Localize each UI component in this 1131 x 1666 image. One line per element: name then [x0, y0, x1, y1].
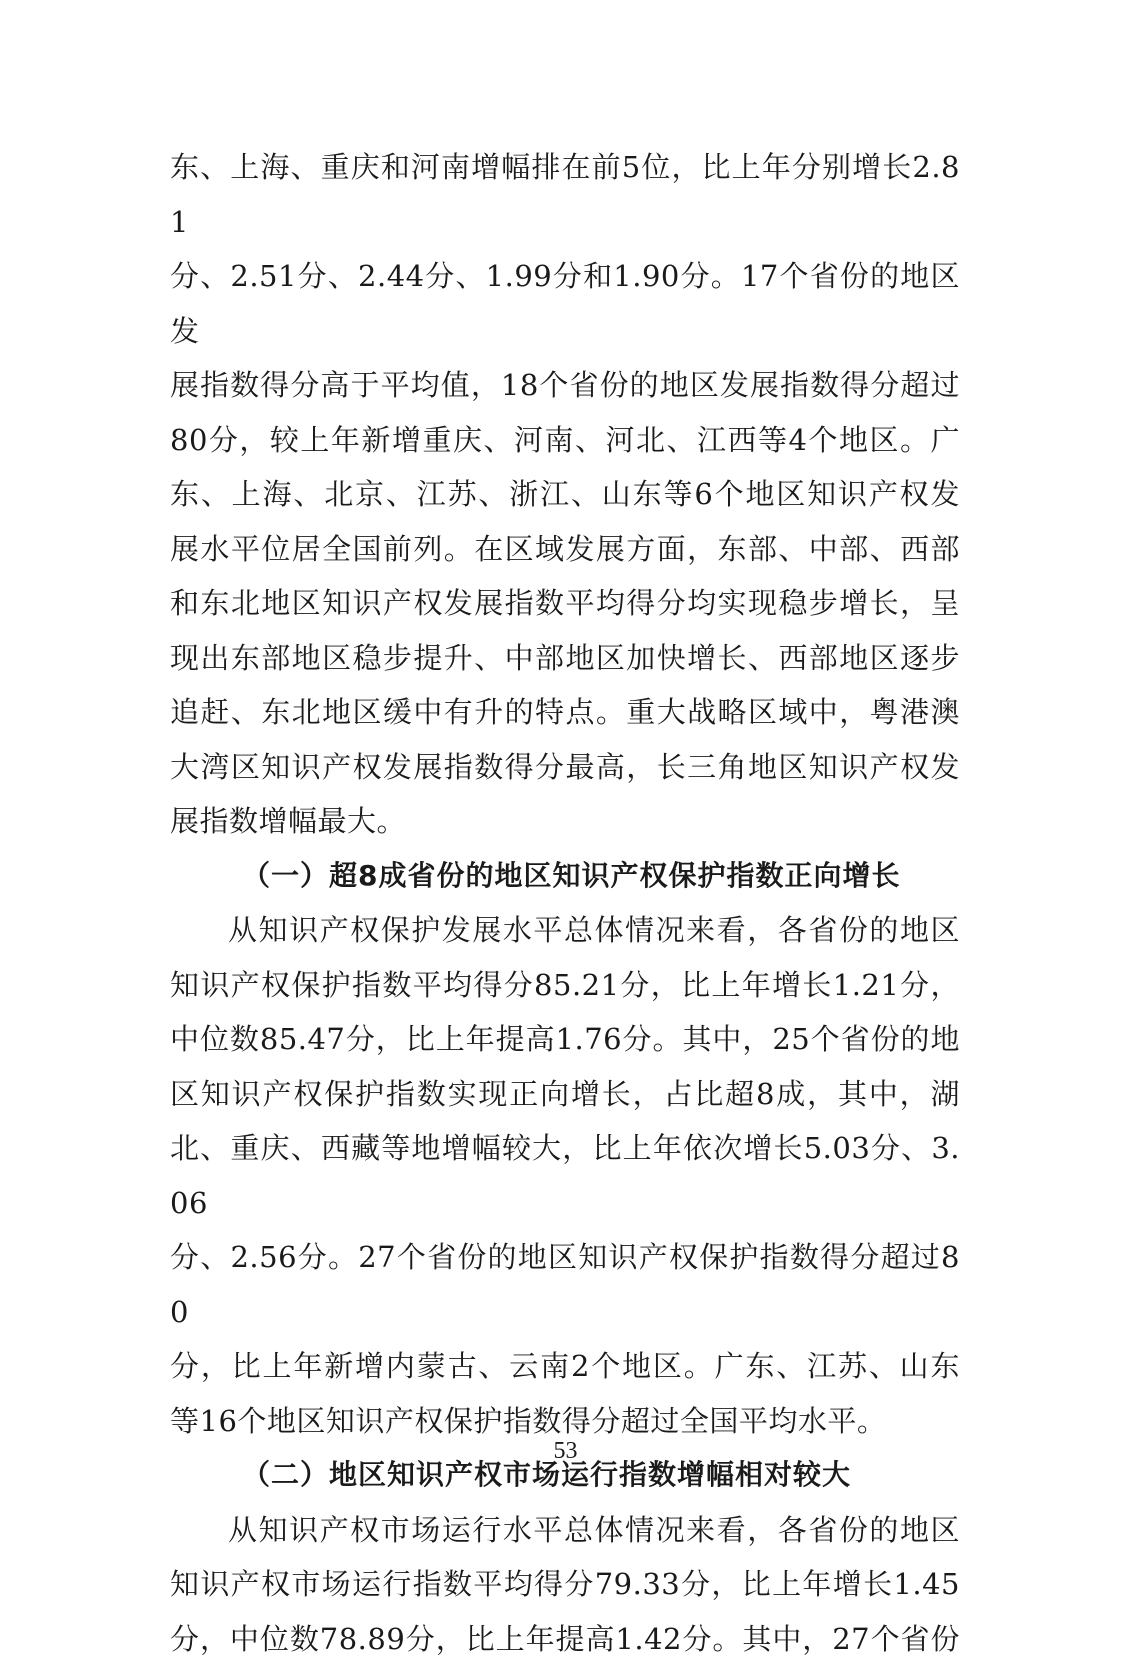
body-line: 等16个地区知识产权保护指数得分超过全国平均水平。 [170, 1394, 960, 1449]
body-line: 现出东部地区稳步提升、中部地区加快增长、西部地区逐步 [170, 631, 960, 686]
body-line: 大湾区知识产权发展指数得分最高，长三角地区知识产权发 [170, 740, 960, 795]
body-line: 分，比上年新增内蒙古、云南2个地区。广东、江苏、山东 [170, 1339, 960, 1394]
body-line: 东、上海、重庆和河南增幅排在前5位，比上年分别增长2.81 [170, 140, 960, 249]
body-line: 展指数增幅最大。 [170, 794, 960, 849]
body-line: 知识产权保护指数平均得分85.21分，比上年增长1.21分， [170, 958, 960, 1013]
body-line: 区知识产权保护指数实现正向增长，占比超8成，其中，湖 [170, 1067, 960, 1122]
page-number: 53 [0, 1438, 1131, 1465]
body-line: 分、2.51分、2.44分、1.99分和1.90分。17个省份的地区发 [170, 249, 960, 358]
body-line: 和东北地区知识产权发展指数平均得分均实现稳步增长，呈 [170, 576, 960, 631]
body-line: 分，中位数78.89分，比上年提高1.42分。其中，27个省份 [170, 1612, 960, 1666]
body-line: 东、上海、北京、江苏、浙江、山东等6个地区知识产权发 [170, 467, 960, 522]
body-line: 中位数85.47分，比上年提高1.76分。其中，25个省份的地 [170, 1012, 960, 1067]
body-line: 展指数得分高于平均值，18个省份的地区发展指数得分超过 [170, 358, 960, 413]
body-line: 追赶、东北地区缓中有升的特点。重大战略区域中，粤港澳 [170, 685, 960, 740]
body-line: 80分，较上年新增重庆、河南、河北、江西等4个地区。广 [170, 413, 960, 468]
section-heading-2: （二）地区知识产权市场运行指数增幅相对较大 [170, 1448, 960, 1503]
body-line: 分、2.56分。27个省份的地区知识产权保护指数得分超过80 [170, 1230, 960, 1339]
section-heading-1: （一）超8成省份的地区知识产权保护指数正向增长 [170, 849, 960, 904]
body-line: 展水平位居全国前列。在区域发展方面，东部、中部、西部 [170, 522, 960, 577]
body-line: 从知识产权保护发展水平总体情况来看，各省份的地区 [170, 903, 960, 958]
body-line: 从知识产权市场运行水平总体情况来看，各省份的地区 [170, 1503, 960, 1558]
body-line: 北、重庆、西藏等地增幅较大，比上年依次增长5.03分、3.06 [170, 1121, 960, 1230]
body-line: 知识产权市场运行指数平均得分79.33分，比上年增长1.45 [170, 1557, 960, 1612]
